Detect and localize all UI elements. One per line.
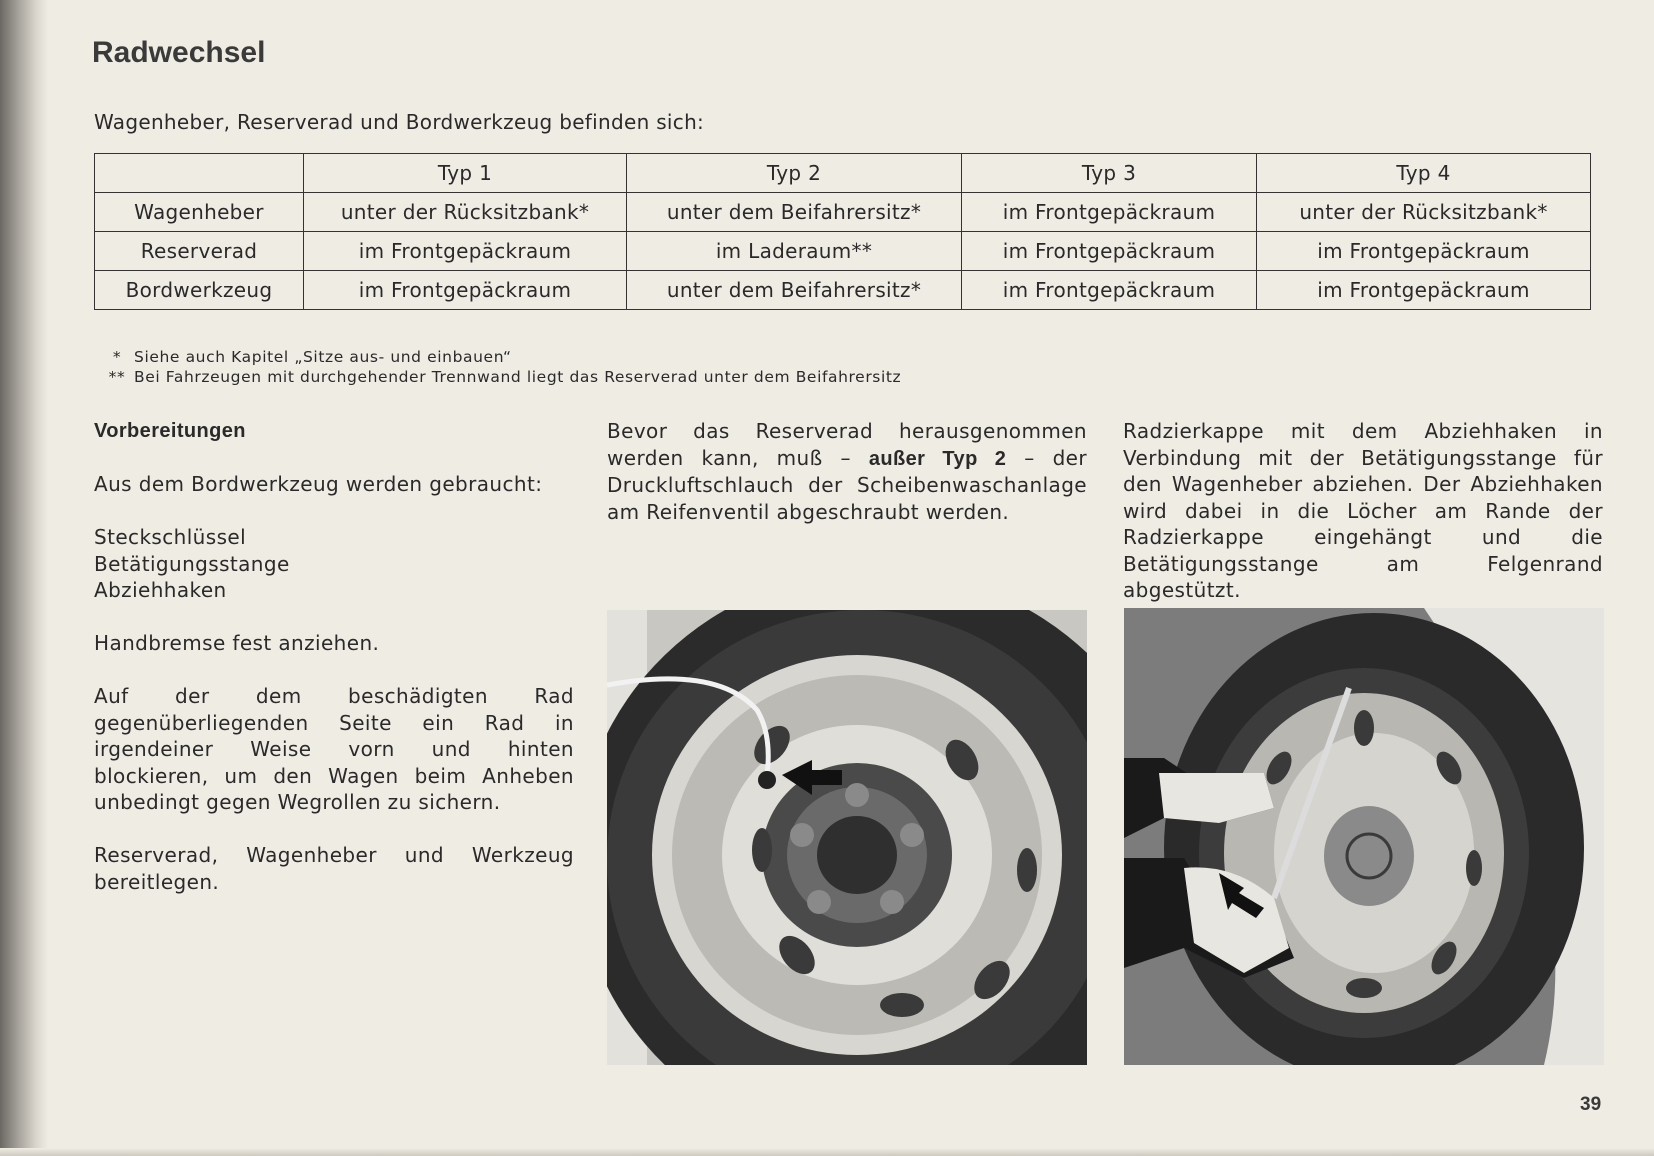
paragraph: Handbremse fest anziehen. xyxy=(94,631,380,655)
footnote-mark: ** xyxy=(108,368,126,386)
footnote xyxy=(100,348,512,366)
table-header-cell xyxy=(95,154,304,193)
paragraph xyxy=(607,418,1087,525)
page-bottom-edge xyxy=(0,1148,1654,1156)
hubcap-removal-photo xyxy=(1124,608,1604,1065)
table-cell: im Frontgepäckraum xyxy=(1257,271,1591,310)
table-cell: im Frontgepäckraum xyxy=(962,271,1257,310)
page-number: 39 xyxy=(1580,1094,1602,1115)
location-table xyxy=(94,153,1591,310)
table-cell: im Frontgepäckraum xyxy=(962,232,1257,271)
page-title: Radwechsel xyxy=(92,36,266,69)
footnote-text: Bei Fahrzeugen mit durchgehender Trennwand liegt das Reserverad unter dem Beifahrersitz xyxy=(134,368,902,386)
table-header-cell: Typ 4 xyxy=(1257,154,1591,193)
column-hubcap xyxy=(1123,418,1603,630)
list-item: Abziehhaken xyxy=(94,578,227,602)
text-run: – der Druckluftschlauch der Scheibenwaschanlage am Reifenventil abgeschraubt werden. xyxy=(607,445,1088,524)
table-cell: im Frontgepäckraum xyxy=(1257,232,1591,271)
paragraph: Radzierkappe mit dem Abziehhaken in Verbindung mit der Betätigungsstange für den Wagenheber abziehen. Der Abziehhaken wird dabei in die Löcher am Rande der Radzierkappe eingehängt und die Betätigungsstange am Felgenrand abgestützt. xyxy=(1123,419,1603,602)
table-cell: im Frontgepäckraum xyxy=(304,232,627,271)
table-cell: Reserverad xyxy=(95,232,304,271)
table-cell: unter der Rücksitzbank* xyxy=(304,193,627,232)
paragraph: Auf der dem beschädigten Rad gegenüberliegenden Seite ein Rad in irgendeiner Weise vorn und hinten blockieren, um den Wagen beim Anheben unbedingt gegen Wegrollen zu sichern. xyxy=(94,684,574,814)
bold-text: außer Typ 2 xyxy=(868,447,1007,470)
paragraph: Reserverad, Wagenheber und Werkzeug bereitlegen. xyxy=(94,843,574,894)
book-spine-shadow xyxy=(0,0,48,1156)
list-item: Betätigungsstange xyxy=(94,551,290,576)
column-spare-wheel xyxy=(607,418,1087,552)
table-header-row xyxy=(95,154,1591,193)
table-cell: Wagenheber xyxy=(95,193,304,232)
hubcap-photo-illustration xyxy=(1124,608,1604,1065)
table-header-cell: Typ 3 xyxy=(962,154,1257,193)
text-run: Bevor das Reserverad herausgenommen werden kann, muß – xyxy=(607,419,1087,470)
table-row xyxy=(95,271,1591,310)
table-cell: unter dem Beifahrersitz* xyxy=(627,193,962,232)
list-item: Steckschlüssel xyxy=(94,525,247,549)
table-header-cell: Typ 2 xyxy=(627,154,962,193)
table-header-cell: Typ 1 xyxy=(304,154,627,193)
column-preparations xyxy=(94,418,574,922)
tool-list xyxy=(94,524,574,604)
tools-intro: Aus dem Bordwerkzeug werden gebraucht: xyxy=(94,472,543,496)
section-heading: Vorbereitungen xyxy=(94,420,246,442)
table-cell: im Laderaum** xyxy=(627,232,962,271)
footnote-text: Siehe auch Kapitel „Sitze aus- und einbauen“ xyxy=(134,348,512,366)
table-cell: unter dem Beifahrersitz* xyxy=(627,271,962,310)
table-row xyxy=(95,232,1591,271)
spare-wheel-photo-illustration xyxy=(607,610,1087,1065)
spare-wheel-with-hose-photo xyxy=(607,610,1087,1065)
intro-text: Wagenheber, Reserverad und Bordwerkzeug befinden sich: xyxy=(94,110,705,134)
table-cell: unter der Rücksitzbank* xyxy=(1257,193,1591,232)
table-cell: im Frontgepäckraum xyxy=(304,271,627,310)
footnote xyxy=(100,368,901,386)
table-row xyxy=(95,193,1591,232)
footnote-mark: * xyxy=(112,348,122,366)
table-cell: Bordwerkzeug xyxy=(95,271,304,310)
table-cell: im Frontgepäckraum xyxy=(962,193,1257,232)
